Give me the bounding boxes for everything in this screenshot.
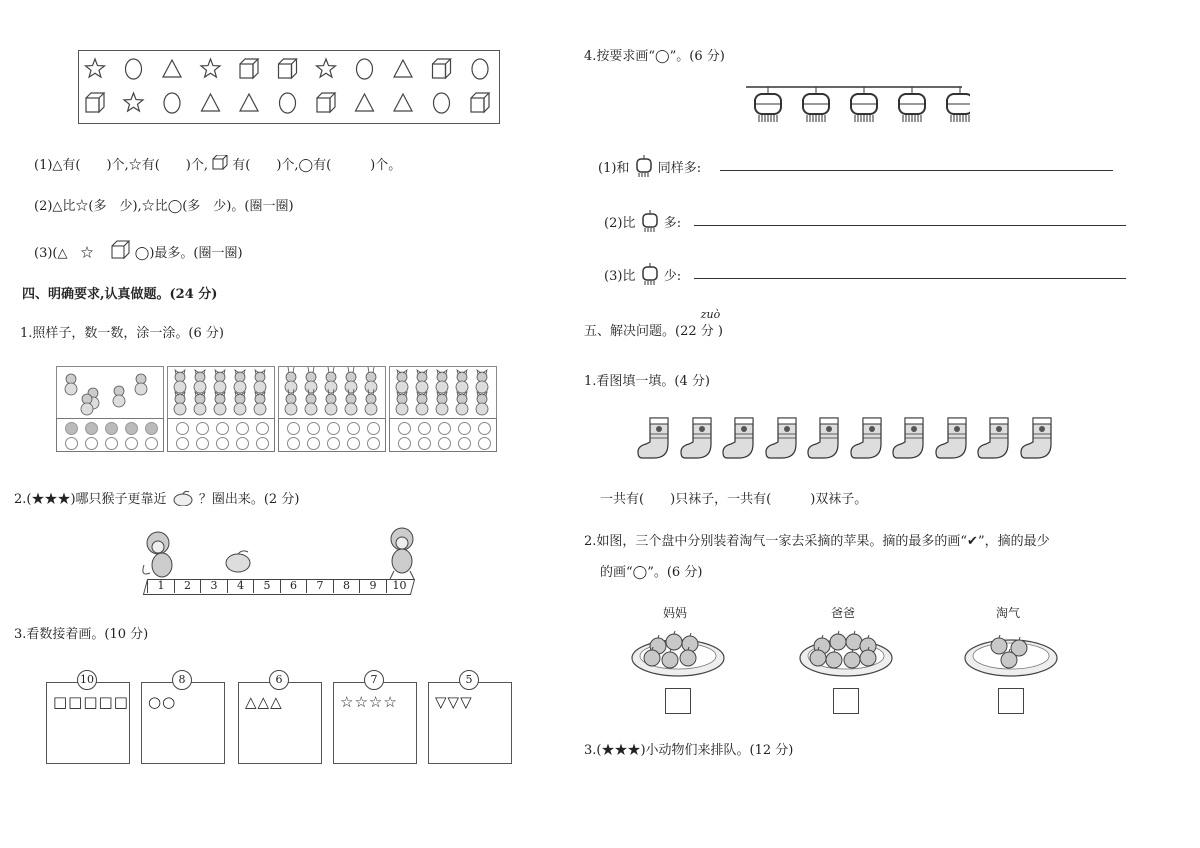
section4-title: 四、明确要求,认真做题。(24 分) <box>22 287 218 302</box>
color-circle[interactable] <box>478 437 491 450</box>
color-circle[interactable] <box>287 437 300 450</box>
lantern-icon <box>640 210 660 234</box>
lantern-icon <box>947 87 970 122</box>
r2-title: 2.如图，三个盘中分别装着淘气一家去采摘的苹果。摘的最多的画“✔”，摘的最少 <box>584 534 1050 549</box>
color-circle[interactable] <box>418 422 431 435</box>
q3a-text: (3)(△ ☆ <box>34 246 107 261</box>
circle-icon <box>434 93 450 113</box>
ruler-number: 4 <box>227 579 254 593</box>
sock-icon <box>891 414 929 462</box>
pinyin-zuo: zuò <box>700 308 721 321</box>
sock-icon <box>636 414 674 462</box>
rabbit-picture <box>278 366 386 420</box>
p1-title: 1.照样子，数一数，涂一涂。(6 分) <box>20 326 224 341</box>
answer-box[interactable] <box>998 688 1024 714</box>
q4-2-line <box>604 210 681 234</box>
sock-icon <box>1019 414 1057 462</box>
number-circle: 10 <box>77 670 97 690</box>
color-circle[interactable] <box>236 437 249 450</box>
sec5-title-a: 五、解决问题。(22 <box>584 324 697 339</box>
r2-title2: 的画“◯”。(6 分) <box>600 565 703 580</box>
ruler-number: 10 <box>386 579 413 593</box>
cube-icon <box>240 59 258 78</box>
owl-icon <box>476 392 488 415</box>
q1-text: (1)△有( )个,☆有( )个, <box>34 158 208 173</box>
apple-plate <box>630 624 726 680</box>
ruler-number: 8 <box>333 579 360 593</box>
color-circle[interactable] <box>256 437 269 450</box>
plate-label: 爸爸 <box>831 606 856 620</box>
pattern-sample: ▽▽▽ <box>435 693 473 711</box>
q4-3a: (3)比 <box>604 269 636 284</box>
apple-icon <box>830 631 846 650</box>
number-circle: 6 <box>269 670 289 690</box>
color-circle[interactable] <box>85 422 98 435</box>
q4-3-line <box>604 263 681 287</box>
color-circle[interactable] <box>438 422 451 435</box>
cat-icon <box>194 392 206 415</box>
circle-grid <box>167 418 275 452</box>
q3b-text: ◯)最多。(圈一圈) <box>134 246 243 261</box>
answer-line-1[interactable] <box>720 170 1113 171</box>
sock-icon <box>976 414 1014 462</box>
ruler-number: 5 <box>253 579 280 593</box>
monkey-left-icon[interactable] <box>143 532 172 577</box>
q4-1a: (1)和 <box>598 161 630 176</box>
color-circle[interactable] <box>145 422 158 435</box>
triangle-icon <box>202 94 220 111</box>
sock-icon <box>806 414 844 462</box>
owl-icon <box>416 370 428 393</box>
owl-icon <box>416 392 428 415</box>
apple-plate <box>798 624 894 680</box>
number-ruler <box>145 579 415 595</box>
circle-icon <box>472 59 488 79</box>
color-circle[interactable] <box>478 422 491 435</box>
color-circle[interactable] <box>398 437 411 450</box>
draw-box[interactable] <box>141 682 225 764</box>
peach-icon <box>226 551 250 572</box>
q3-line <box>34 240 243 261</box>
q4-1b: 同样多: <box>657 161 702 176</box>
lantern-icon <box>640 263 660 287</box>
sock-icon <box>764 414 802 462</box>
color-circle[interactable] <box>438 437 451 450</box>
draw-box[interactable] <box>333 682 417 764</box>
rabbit-icon <box>285 367 297 393</box>
owl-icon <box>436 392 448 415</box>
color-circle[interactable] <box>347 422 360 435</box>
plate-label: 妈妈 <box>663 606 688 620</box>
cat-icon <box>254 392 266 415</box>
sock-icon <box>721 414 759 462</box>
color-circle[interactable] <box>216 422 229 435</box>
owl-picture <box>389 366 497 420</box>
p2-line <box>14 488 299 507</box>
color-circle[interactable] <box>145 437 158 450</box>
circle-grid <box>389 418 497 452</box>
p2-title-b: ？圈出来。(2 分) <box>198 492 300 507</box>
q4-3b: 少: <box>663 269 682 284</box>
lantern-icon <box>803 87 829 122</box>
triangle-icon <box>163 60 181 77</box>
cat-icon <box>254 370 266 393</box>
triangle-icon <box>394 94 412 111</box>
cat-picture <box>167 366 275 420</box>
ruler-number: 3 <box>200 579 227 593</box>
circle-grid <box>56 418 164 452</box>
r1-title: 1.看图填一填。(4 分) <box>584 374 710 389</box>
cat-icon <box>174 392 186 415</box>
sock-icon <box>849 414 887 462</box>
draw-box[interactable] <box>428 682 512 764</box>
rabbit-icon <box>345 367 357 393</box>
ruler-number: 2 <box>174 579 201 593</box>
color-circle[interactable] <box>176 437 189 450</box>
sec5-title-c: ) <box>717 324 723 339</box>
shape-grid-box <box>78 50 500 124</box>
cat-icon <box>194 370 206 393</box>
circle-icon <box>126 59 142 79</box>
lantern-row <box>740 82 970 128</box>
draw-box[interactable] <box>238 682 322 764</box>
owl-icon <box>436 370 448 393</box>
color-circle[interactable] <box>327 437 340 450</box>
answer-line-2[interactable] <box>694 225 1126 226</box>
cube-icon <box>86 93 104 112</box>
q4-2a: (2)比 <box>604 216 636 231</box>
color-circle[interactable] <box>367 422 380 435</box>
rabbit-icon <box>325 367 337 393</box>
cube-icon <box>279 59 297 78</box>
pinyin-wrap <box>700 308 721 339</box>
monkey-right-icon[interactable] <box>390 528 414 579</box>
q4-1-line <box>598 155 701 179</box>
color-circle[interactable] <box>85 437 98 450</box>
answer-box[interactable] <box>833 688 859 714</box>
triangle-icon <box>240 94 258 111</box>
triangle-icon <box>356 94 374 111</box>
color-circle[interactable] <box>65 437 78 450</box>
sock-icon <box>934 414 972 462</box>
number-circle: 7 <box>364 670 384 690</box>
color-circle[interactable] <box>327 422 340 435</box>
cube-icon <box>471 93 489 112</box>
color-circle[interactable] <box>458 422 471 435</box>
ruler-number: 7 <box>306 579 333 593</box>
cube-icon <box>433 59 451 78</box>
star-icon <box>86 59 105 77</box>
pattern-sample: △△△ <box>245 693 283 711</box>
pattern-sample: ○○ <box>148 693 177 711</box>
plate-label: 淘气 <box>996 606 1021 620</box>
q1b-text: 有( )个,◯有( )个。 <box>232 158 402 173</box>
ruler-number: 6 <box>280 579 307 593</box>
number-circle: 8 <box>172 670 192 690</box>
answer-box[interactable] <box>665 688 691 714</box>
r3-title: 3.(★★★)小动物们来排队。(12 分) <box>584 743 794 758</box>
owl-icon <box>456 370 468 393</box>
star-icon <box>317 59 336 77</box>
color-circle[interactable] <box>256 422 269 435</box>
apple-icon <box>991 635 1007 654</box>
monkey-icon <box>113 386 125 407</box>
color-circle[interactable] <box>347 437 360 450</box>
color-circle[interactable] <box>105 422 118 435</box>
circle-icon <box>357 59 373 79</box>
color-circle[interactable] <box>236 422 249 435</box>
owl-icon <box>476 370 488 393</box>
ruler-number: 1 <box>147 579 174 593</box>
cat-icon <box>234 392 246 415</box>
lantern-icon <box>851 87 877 122</box>
shape-grid <box>79 51 499 123</box>
q4-2b: 多: <box>663 216 682 231</box>
ruler-number: 9 <box>359 579 386 593</box>
sec5-title-b: 分 <box>700 324 714 339</box>
q4-title: 4.按要求画“◯”。(6 分) <box>584 49 725 64</box>
apple-icon <box>666 631 682 650</box>
color-circle[interactable] <box>216 437 229 450</box>
apple-icon <box>682 633 698 652</box>
color-circle[interactable] <box>65 422 78 435</box>
color-circle[interactable] <box>125 422 138 435</box>
rabbit-icon <box>305 367 317 393</box>
owl-icon <box>396 392 408 415</box>
answer-line-3[interactable] <box>694 278 1126 279</box>
peach-icon <box>171 490 195 506</box>
color-circle[interactable] <box>105 437 118 450</box>
color-circle[interactable] <box>287 422 300 435</box>
r1-answer: 一共有( )只袜子，一共有( )双袜子。 <box>600 492 868 507</box>
lantern-icon <box>755 87 781 122</box>
cat-icon <box>234 370 246 393</box>
section5-title <box>584 308 723 339</box>
color-circle[interactable] <box>196 422 209 435</box>
p2-title-a: 2.(★★★)哪只猴子更靠近 <box>14 492 167 507</box>
color-circle[interactable] <box>418 437 431 450</box>
star-icon <box>201 59 220 77</box>
cube-icon <box>317 93 335 112</box>
lantern-icon <box>634 155 654 179</box>
color-circle[interactable] <box>307 437 320 450</box>
sock-icon <box>679 414 717 462</box>
cat-icon <box>214 392 226 415</box>
circle-icon <box>280 93 296 113</box>
owl-icon <box>456 392 468 415</box>
q2-text: (2)△比☆(多 少),☆比◯(多 少)。(圈一圈) <box>34 199 294 214</box>
star-icon <box>124 93 143 111</box>
color-circle[interactable] <box>367 437 380 450</box>
color-circle[interactable] <box>398 422 411 435</box>
color-circle[interactable] <box>458 437 471 450</box>
q1-line <box>34 154 401 173</box>
monkey-picture <box>56 366 164 420</box>
apple-plate <box>963 624 1059 680</box>
color-circle[interactable] <box>307 422 320 435</box>
p3-title: 3.看数接着画。(10 分) <box>14 627 149 642</box>
color-circle[interactable] <box>196 437 209 450</box>
triangle-icon <box>394 60 412 77</box>
draw-box[interactable] <box>46 682 130 764</box>
color-circle[interactable] <box>176 422 189 435</box>
monkey-icon <box>81 394 93 415</box>
number-circle: 5 <box>459 670 479 690</box>
circle-grid <box>278 418 386 452</box>
pattern-sample: □□□□□ <box>53 693 129 711</box>
cube-icon <box>212 155 228 171</box>
cube-icon <box>111 240 131 260</box>
monkey-icon <box>135 374 147 395</box>
pattern-sample: ☆☆☆☆ <box>340 693 398 711</box>
circle-icon <box>164 93 180 113</box>
owl-icon <box>396 370 408 393</box>
cat-icon <box>174 370 186 393</box>
lantern-icon <box>899 87 925 122</box>
rabbit-icon <box>365 367 377 393</box>
cat-icon <box>214 370 226 393</box>
monkey-icon <box>65 374 77 395</box>
color-circle[interactable] <box>125 437 138 450</box>
